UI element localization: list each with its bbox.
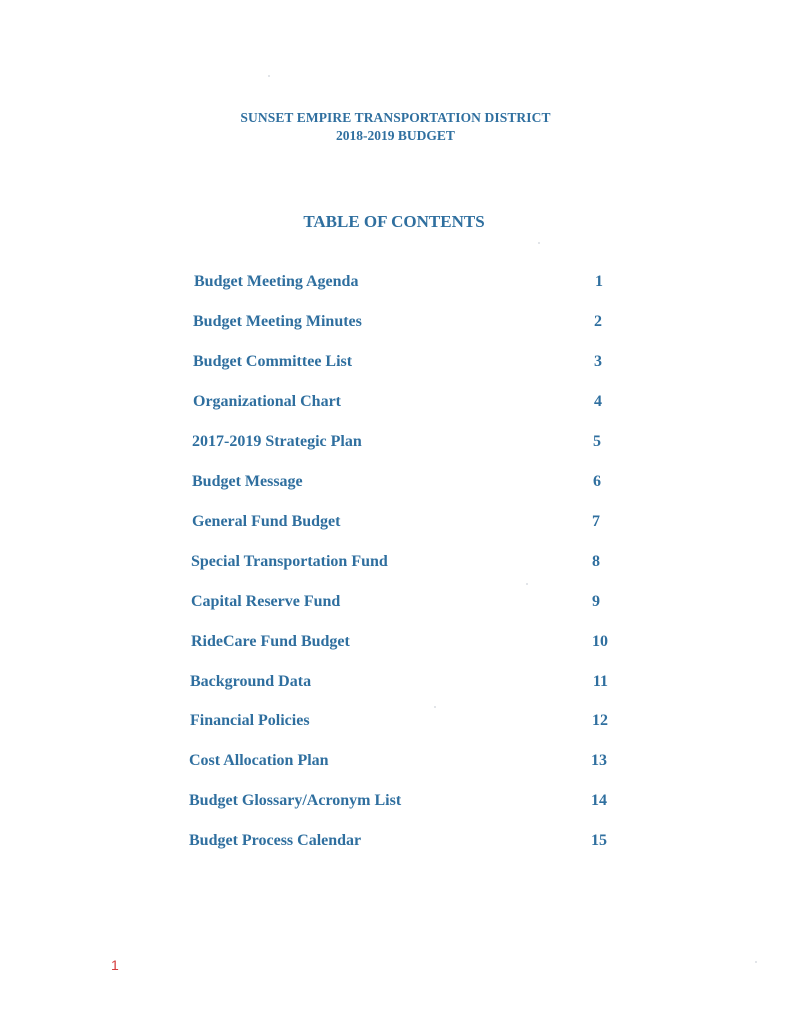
toc-entry [192, 513, 632, 535]
toc-entry-label: Organizational Chart [193, 393, 341, 410]
organization-title: SUNSET EMPIRE TRANSPORTATION DISTRICT [240, 110, 551, 125]
toc-entry-page: 12 [592, 712, 608, 729]
budget-subtitle: 2018-2019 BUDGET [336, 128, 455, 143]
toc-entry-page: 13 [591, 752, 607, 769]
toc-entry-label: Financial Policies [190, 712, 310, 729]
scan-speck [538, 242, 540, 244]
toc-entry-label: Cost Allocation Plan [189, 752, 329, 769]
toc-entry-label: Background Data [190, 673, 312, 690]
toc-entry-page: 1 [595, 273, 603, 290]
toc-entry-label: Budget Meeting Minutes [193, 313, 362, 330]
toc-entry-page: 15 [591, 832, 607, 849]
toc-entry-page: 11 [592, 673, 608, 690]
toc-entry-label: Special Transportation Fund [191, 553, 388, 570]
toc-entry [191, 553, 631, 575]
toc-entry [191, 633, 631, 655]
toc-entry [189, 792, 629, 814]
toc-entry-page: 14 [591, 792, 607, 809]
toc-entry [193, 353, 633, 375]
toc-entry-label: Capital Reserve Fund [191, 593, 341, 610]
toc-entry-page: 2 [594, 313, 602, 330]
toc-entry-label: Budget Process Calendar [189, 832, 362, 849]
toc-entry-label: Budget Committee List [193, 353, 353, 370]
toc-entry-label: Budget Meeting Agenda [194, 273, 359, 290]
page-number: 1 [111, 957, 119, 973]
toc-entry [194, 273, 634, 295]
toc-entry-label: Budget Message [192, 473, 303, 490]
toc-entry-label: 2017-2019 Strategic Plan [192, 433, 362, 450]
toc-entry-label: Budget Glossary/Acronym List [189, 792, 402, 809]
toc-entry-page: 4 [594, 393, 602, 410]
toc-entry-page: 7 [592, 513, 600, 530]
toc-entry-page: 9 [592, 593, 600, 610]
toc-entry [190, 712, 630, 734]
toc-entry [193, 393, 633, 415]
toc-title: TABLE OF CONTENTS [303, 212, 485, 231]
toc-entry [192, 433, 632, 455]
toc-entry [191, 593, 631, 615]
toc-entry-page: 8 [592, 553, 600, 570]
toc-entry [192, 473, 632, 495]
toc-entry-label: General Fund Budget [192, 513, 341, 530]
toc-entry [193, 313, 633, 335]
toc-entry [190, 673, 630, 695]
scan-speck [755, 961, 757, 963]
scan-speck [268, 75, 270, 77]
toc-entry [189, 752, 629, 774]
scan-speck [434, 706, 436, 708]
toc-entry-page: 3 [594, 353, 602, 370]
scan-speck [526, 583, 528, 585]
toc-entry-label: RideCare Fund Budget [191, 633, 350, 650]
toc-entry [189, 832, 629, 854]
toc-entry-page: 5 [593, 433, 601, 450]
toc-entry-page: 10 [592, 633, 608, 650]
toc-entry-page: 6 [593, 473, 601, 490]
